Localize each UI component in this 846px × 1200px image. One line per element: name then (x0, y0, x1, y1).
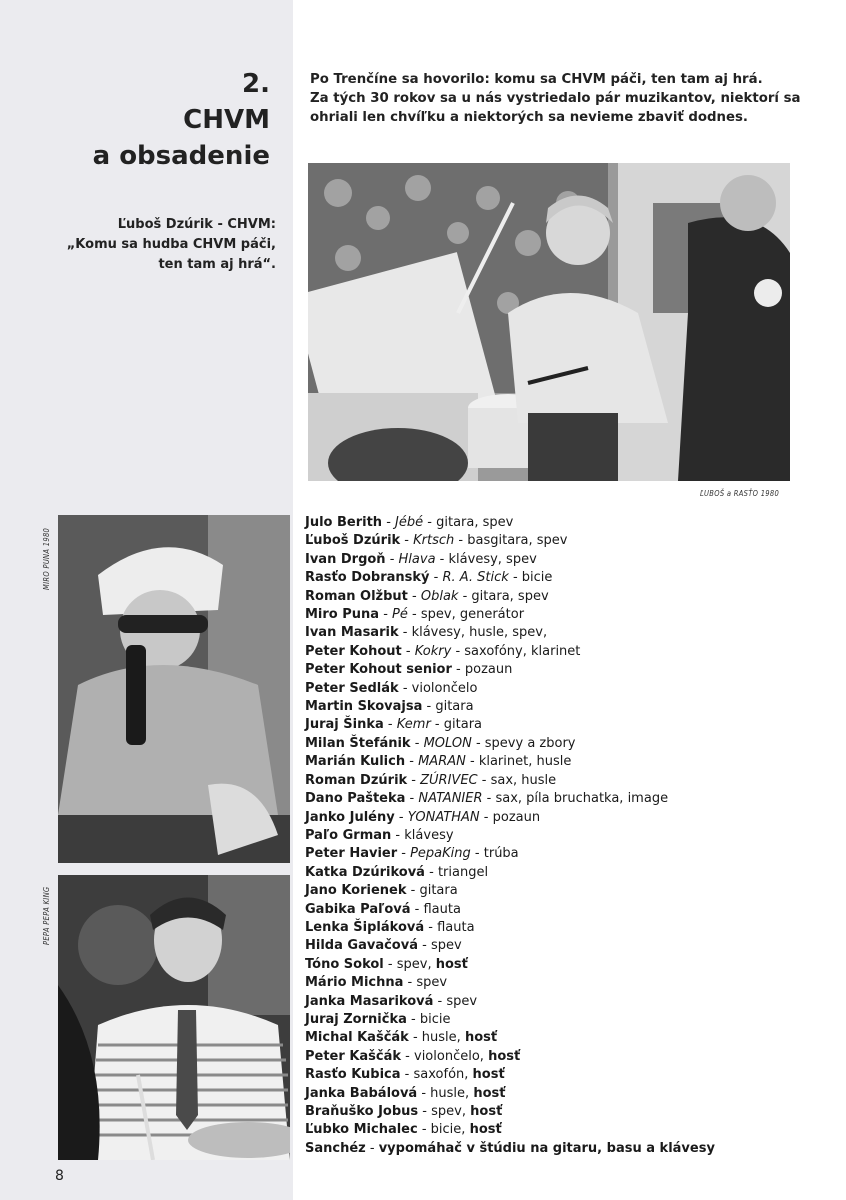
member-role: flauta (423, 901, 461, 917)
member-name: Miro Puna (305, 607, 380, 623)
member-role: spev, (431, 1104, 466, 1119)
member-role: husle, (421, 1030, 461, 1046)
member-role: spevy a zbory (484, 735, 576, 751)
member-nickname: ZÚRIVEC (420, 772, 478, 788)
member-role: klávesy, husle, spev, (411, 625, 548, 641)
member-name: Gabika Paľová (305, 901, 411, 917)
member-role: spev (430, 938, 462, 954)
member-role: klávesy, spev (448, 551, 537, 567)
member-item: Peter Havier - PepaKing - trúba (305, 846, 519, 862)
member-name: Janka Masariková (305, 993, 434, 1009)
member-item: Katka Dzúriková - triangel (305, 864, 489, 880)
member-role: pozaun (464, 662, 513, 678)
member-nickname: NATANIER (418, 791, 483, 807)
member-role: spev (416, 975, 448, 991)
member-role: sax, píla bruchatka, image (495, 791, 669, 807)
member-name: Peter Sedlák (305, 680, 399, 696)
miro-puna-caption: MIRO PUNA 1980 (42, 527, 51, 590)
member-item: Dano Pašteka - NATANIER - sax, píla bruchatka, image (305, 791, 669, 807)
member-name: Peter Kohout (305, 643, 402, 659)
chapter-number: 2. (242, 69, 270, 99)
member-name: Ivan Masarik (305, 625, 399, 641)
member-name: Dano Pašteka (305, 791, 406, 807)
member-name: Hilda Gavačová (305, 938, 418, 954)
member-nickname: Hlava (398, 551, 436, 567)
member-item: Marián Kulich - MARAN - klarinet, husle (305, 754, 572, 770)
member-role: gitara (419, 883, 458, 899)
member-role: bicie, (430, 1122, 466, 1138)
member-item: Sanchéz - vypomáhač v štúdiu na gitaru, basu a klávesy (305, 1140, 715, 1156)
member-note: hosť (470, 1104, 503, 1119)
member-role: spev (446, 993, 478, 1009)
member-role: sax, husle (490, 772, 557, 788)
chapter-title-line2: a obsadenie (92, 141, 270, 171)
member-role: flauta (437, 919, 475, 935)
member-nickname: Oblak (420, 588, 459, 604)
member-name: Ivan Drgoň (305, 551, 386, 567)
member-name: Rasťo Kubica (305, 1067, 401, 1083)
member-name: Janko Julény (305, 809, 395, 825)
member-name: Mário Michna (305, 975, 404, 991)
member-name: Juraj Šinka (305, 717, 384, 733)
member-role: saxofóny, klarinet (464, 643, 581, 659)
member-name: Peter Kohout senior (305, 662, 452, 678)
member-nickname: Kemr (396, 717, 431, 733)
member-name: Rasťo Dobranský (305, 570, 430, 586)
miro-puna-photo (58, 515, 290, 863)
member-role: basgitara, spev (467, 533, 568, 549)
member-role: violončelo (411, 680, 478, 696)
pepa-king-photo (58, 875, 290, 1160)
member-role: spev, (396, 956, 432, 972)
member-name: Roman Dzúrik (305, 772, 408, 788)
member-name: Martin Skovajsa (305, 699, 423, 715)
member-note: hosť (473, 1085, 506, 1101)
member-note: hosť (469, 1122, 502, 1138)
member-note: hosť (488, 1048, 521, 1064)
chapter-heading (93, 66, 270, 174)
member-name: Roman Olžbut (305, 588, 408, 604)
pull-quote: Ľuboš Dzúrik - CHVM: „Komu sa hudba CHVM páči, ten tam aj hrá“. (66, 217, 276, 272)
member-item: Ivan Drgoň - Hlava - klávesy, spev (305, 551, 537, 567)
member-role: violončelo, (414, 1048, 484, 1064)
member-item: Juraj Zornička - bicie (305, 1011, 451, 1027)
member-item: Lenka Šipláková - flauta (305, 919, 475, 935)
member-item: Martin Skovajsa - gitara (305, 699, 474, 715)
member-item: Paľo Grman - klávesy (305, 827, 454, 843)
member-role: klávesy (404, 827, 454, 843)
member-note: hosť (464, 1030, 498, 1046)
member-nickname: Krtsch (413, 533, 455, 549)
member-item: Tóno Sokol - spev, hosť (305, 956, 468, 972)
member-name: Michal Kaščák (305, 1030, 409, 1046)
member-item: Janko Julény - YONATHAN - pozaun (305, 809, 541, 825)
member-item: Miro Puna - Pé - spev, generátor (305, 607, 525, 623)
member-name: Tóno Sokol (305, 956, 384, 972)
member-role: gitara, spev (471, 588, 549, 604)
member-item: Janka Babálová - husle, hosť (305, 1085, 506, 1101)
member-name: Jano Korienek (305, 883, 407, 899)
member-name: Ľuboš Dzúrik (305, 533, 401, 549)
member-item: Braňuško Jobus - spev, hosť (305, 1104, 503, 1119)
main-band-photo (308, 163, 790, 481)
member-name: Juraj Zornička (305, 1011, 407, 1027)
member-role: gitara, spev (436, 515, 514, 530)
member-role: trúba (483, 846, 519, 862)
member-name: Sanchéz (305, 1140, 366, 1156)
member-role: spev, generátor (420, 607, 525, 623)
member-role: triangel (437, 864, 489, 880)
member-item: Hilda Gavačová - spev (305, 938, 462, 954)
chapter-title-line1: CHVM (183, 105, 270, 135)
member-role: bicie (521, 570, 553, 586)
member-item: Rasťo Kubica - saxofón, hosť (305, 1067, 505, 1083)
member-role: gitara (443, 717, 483, 733)
member-name: Katka Dzúriková (305, 864, 425, 880)
member-item: Janka Masariková - spev (305, 993, 478, 1009)
member-list (305, 514, 835, 1158)
member-name: Peter Kaščák (305, 1048, 402, 1064)
member-item: Ľuboš Dzúrik - Krtsch - basgitara, spev (305, 533, 568, 549)
member-item: Ľubko Michalec - bicie, hosť (305, 1122, 502, 1138)
member-role: saxofón, (413, 1067, 469, 1083)
member-item: Jano Korienek - gitara (305, 883, 458, 899)
member-note: hosť (435, 956, 468, 972)
main-photo-caption: ĽUBOŠ a RASŤO 1980 (700, 489, 780, 498)
member-note: vypomáhač v štúdiu na gitaru, basu a klávesy (378, 1140, 715, 1156)
member-role: klarinet, husle (478, 754, 572, 770)
member-name: Ľubko Michalec (305, 1122, 418, 1138)
member-nickname: YONATHAN (407, 809, 480, 825)
member-nickname: R. A. Stick (442, 570, 509, 586)
member-nickname: MARAN (418, 754, 466, 770)
member-role: bicie (419, 1011, 451, 1027)
member-note: hosť (472, 1067, 505, 1083)
member-name: Peter Havier (305, 846, 398, 862)
member-item: Roman Dzúrik - ZÚRIVEC - sax, husle (305, 772, 557, 788)
pepa-king-caption: PEPA PEPA KING (42, 886, 51, 945)
member-nickname: PepaKing (410, 846, 471, 862)
member-item: Peter Sedlák - violončelo (305, 680, 478, 696)
member-item: Gabika Paľová - flauta (305, 901, 461, 917)
member-nickname: Jébé (395, 515, 424, 530)
member-name: Paľo Grman (305, 827, 392, 843)
member-item: Peter Kohout senior - pozaun (305, 662, 513, 678)
member-name: Janka Babálová (305, 1085, 418, 1101)
member-nickname: MOLON (423, 735, 472, 751)
member-item: Peter Kohout - Kokry - saxofóny, klarinet (305, 643, 581, 659)
member-nickname: Kokry (414, 643, 452, 659)
member-role: pozaun (492, 809, 541, 825)
member-item: Peter Kaščák - violončelo, hosť (305, 1048, 521, 1064)
member-nickname: Pé (392, 607, 408, 623)
member-name: Braňuško Jobus (305, 1104, 419, 1119)
member-item: Roman Olžbut - Oblak - gitara, spev (305, 588, 549, 604)
member-item: Mário Michna - spev (305, 975, 448, 991)
member-item: Juraj Šinka - Kemr - gitara (305, 717, 483, 733)
intro-paragraph: Po Trenčíne sa hovorilo: komu sa CHVM páči, ten tam aj hrá. Za tých 30 rokov sa u nás vystriedalo pár muzikantov, niektorí sa ohriali len chvíľku a niektorých sa nevieme zbaviť dodnes. (310, 72, 801, 125)
page-number: 8 (55, 1168, 64, 1184)
member-name: Lenka Šipláková (305, 919, 425, 935)
member-role: gitara (435, 699, 474, 715)
member-item: Julo Berith - Jébé - gitara, spev (305, 515, 514, 530)
member-item: Rasťo Dobranský - R. A. Stick - bicie (305, 570, 553, 586)
member-name: Marián Kulich (305, 754, 406, 770)
member-item: Ivan Masarik - klávesy, husle, spev, (305, 625, 548, 641)
member-item: Michal Kaščák - husle, hosť (305, 1030, 498, 1046)
member-name: Milan Štefánik (305, 735, 411, 751)
member-name: Julo Berith (305, 515, 383, 530)
member-role: husle, (430, 1085, 470, 1101)
member-item: Milan Štefánik - MOLON - spevy a zbory (305, 735, 576, 751)
